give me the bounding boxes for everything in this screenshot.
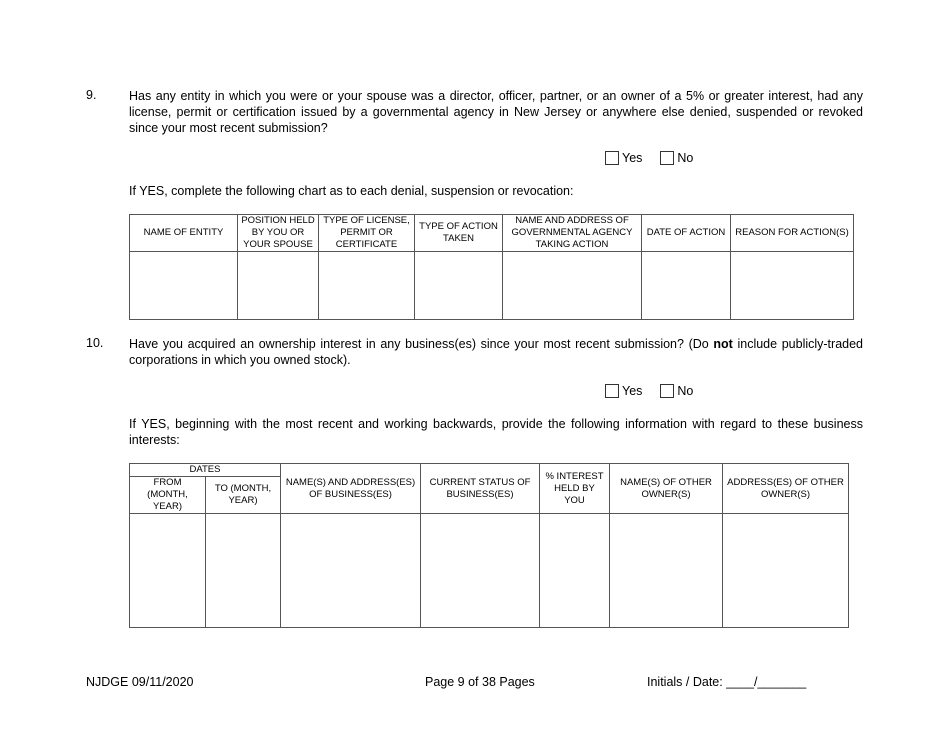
- q10-yes-no: [605, 384, 711, 398]
- q9-header-reason: REASON FOR ACTION(S): [731, 215, 854, 252]
- q10-cell-from[interactable]: [130, 514, 206, 628]
- q9-no-label: No: [677, 151, 694, 165]
- q9-yes-option[interactable]: [605, 151, 642, 165]
- q10-cell-status[interactable]: [421, 514, 540, 628]
- q10-no-checkbox[interactable]: [660, 384, 674, 398]
- q10-cell-to[interactable]: [206, 514, 281, 628]
- q10-table: [129, 463, 849, 628]
- q10-yes-label: Yes: [622, 384, 643, 398]
- q10-text-before: Have you acquired an ownership interest in any business(es) since your most recent submission? (Do: [129, 337, 714, 351]
- q9-cell-agency[interactable]: [503, 252, 642, 320]
- q10-header-business-name: NAME(S) AND ADDRESS(ES) OF BUSINESS(ES): [281, 464, 421, 514]
- table-row: [130, 252, 854, 320]
- q9-header-type-of-license: TYPE OF LICENSE, PERMIT OR CERTIFICATE: [319, 215, 415, 252]
- q10-cell-interest[interactable]: [540, 514, 610, 628]
- q9-no-checkbox[interactable]: [660, 151, 674, 165]
- q9-yes-label: Yes: [622, 151, 643, 165]
- q10-yes-option[interactable]: [605, 384, 642, 398]
- q9-header-position-held: POSITION HELD BY YOU OR YOUR SPOUSE: [238, 215, 319, 252]
- q9-cell-type-of-action[interactable]: [415, 252, 503, 320]
- q9-table-header-row: [130, 215, 854, 252]
- q9-table: [129, 214, 854, 320]
- q9-header-agency: NAME AND ADDRESS OF GOVERNMENTAL AGENCY TAKING ACTION: [503, 215, 642, 252]
- q10-header-from: FROM (MONTH, YEAR): [130, 477, 206, 514]
- footer-page-number: Page 9 of 38 Pages: [425, 675, 535, 689]
- q10-no-label: No: [677, 384, 694, 398]
- footer-form-id: NJDGE 09/11/2020: [86, 675, 194, 689]
- q10-yes-checkbox[interactable]: [605, 384, 619, 398]
- q10-instruction: If YES, beginning with the most recent and working backwards, provide the following information with regard to these business interests:: [129, 417, 863, 447]
- q9-no-option[interactable]: [660, 151, 693, 165]
- q9-number: 9.: [86, 88, 97, 102]
- q10-table-header-row: [130, 464, 849, 477]
- q10-header-status: CURRENT STATUS OF BUSINESS(ES): [421, 464, 540, 514]
- q9-cell-position-held[interactable]: [238, 252, 319, 320]
- q9-cell-reason[interactable]: [731, 252, 854, 320]
- q9-yes-checkbox[interactable]: [605, 151, 619, 165]
- q10-text-after: include publicly-traded corporations in which you owned stock).: [129, 337, 864, 367]
- q10-no-option[interactable]: [660, 384, 693, 398]
- q9-header-date-of-action: DATE OF ACTION: [642, 215, 731, 252]
- q10-text: [129, 336, 863, 368]
- q10-header-other-owners: NAME(S) OF OTHER OWNER(S): [610, 464, 723, 514]
- q10-cell-other-owner-address[interactable]: [723, 514, 849, 628]
- q10-number: 10.: [86, 336, 104, 350]
- q9-cell-name-of-entity[interactable]: [130, 252, 238, 320]
- footer-initials-date: Initials / Date: ____/_______: [647, 675, 807, 689]
- q10-header-dates: DATES: [130, 464, 281, 477]
- q9-yes-no: [605, 151, 711, 165]
- q10-header-interest: % INTEREST HELD BY YOU: [540, 464, 610, 514]
- q10-cell-business-name[interactable]: [281, 514, 421, 628]
- q10-header-other-owner-address: ADDRESS(ES) OF OTHER OWNER(S): [723, 464, 849, 514]
- q9-text: Has any entity in which you were or your spouse was a director, officer, partner, or an owner of a 5% or greater interest, had any license, permit or certification issued by a governmental agency in New Jersey or anywhere else denied, suspended or revoked since your most recent submission?: [129, 89, 863, 135]
- q10-header-to: TO (MONTH, YEAR): [206, 477, 281, 514]
- q9-instruction: If YES, complete the following chart as to each denial, suspension or revocation:: [129, 184, 574, 198]
- q10-text-bold: not: [713, 337, 733, 351]
- q9-cell-date-of-action[interactable]: [642, 252, 731, 320]
- table-row: [130, 514, 849, 628]
- q9-header-type-of-action: TYPE OF ACTION TAKEN: [415, 215, 503, 252]
- q10-cell-other-owners[interactable]: [610, 514, 723, 628]
- q9-cell-type-of-license[interactable]: [319, 252, 415, 320]
- q9-header-name-of-entity: NAME OF ENTITY: [130, 215, 238, 252]
